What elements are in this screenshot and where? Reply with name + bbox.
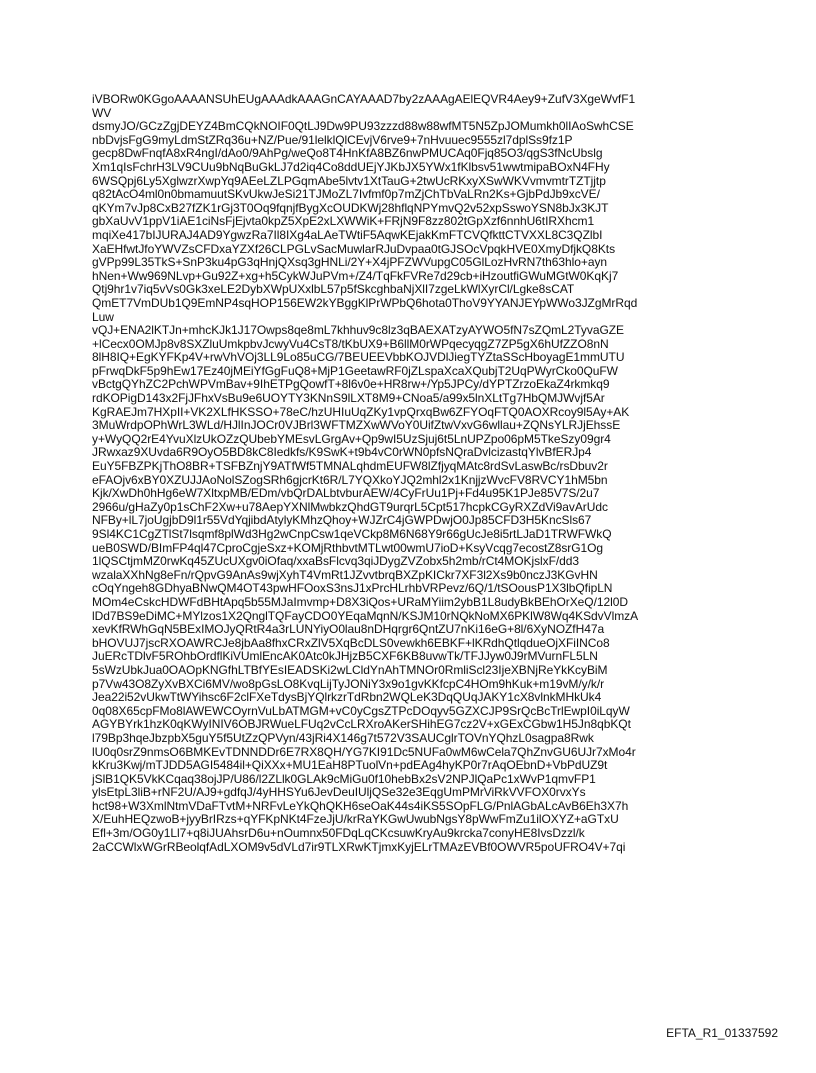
text-line: JRwxaz9XUvda6R9OyO5BD8kC8Iedkfs/K9SwK+t9b4vC0rWN0pfsNQraDvlcizastqYlvBfERJp4 <box>92 445 592 460</box>
text-line: lDd7BS9eDiMC+MYlzos1X2QnglTQFayCDO0YEqaMqnN/KSJM10rNQkNoMX6PKlW8Wq4KSdvVlmzA <box>92 608 639 623</box>
encoded-text-block <box>92 93 752 854</box>
text-line: dsmyJO/GCzZgjDEYZ4BmCQkNOIF0QtLJ9Dw9PU93zzzd88w88wfMT5N5ZpJOMumkh0lIAoSwhCSE <box>92 119 634 134</box>
text-line: iVBORw0KGgoAAAANSUhEUgAAAdkAAAGnCAYAAAD7by2zAAAgAElEQVR4Aey9+ZufV3XgeWvfF1 <box>92 92 636 106</box>
text-line: X/EuhHEQzwoB+jyyBrIRzs+qYFKpNKt4FzeJjU/krRaYKGwUwubNgsY8pWwFmZu1ilOXYZ+aGTxU <box>92 812 619 827</box>
text-line: 8lH8IQ+EgKYFKp4V+rwVhVOj3LL9Lo85uCG/7BEUEEVbbKOJVDlJiegTYZtaSScHboyagE1mmUTU <box>92 350 625 365</box>
text-line: eFAOjv6xBY0XZUJJAoNolSZogSRh6gjcrKt6R/L7YQXkoYJQ2mhl2x1KnjjzWvcFV8RVCY1hM5bn <box>92 472 608 487</box>
text-line: WV <box>92 105 112 120</box>
text-line: y+WyQQ2rE4YvuXlzUkOZzQUbebYMEsvLGrgAv+Qp9wI5UzSjuj6t5LnUPZpo06pM5TkeSzy09gr4 <box>92 431 611 446</box>
text-line: ueB0SWD/BImFP4ql47CproCgjeSxz+KOMjRthbvtMTLwt00wmU7ioD+KsyVcqg7ecostZ8srG1Og <box>92 540 604 555</box>
text-line: 2aCCWlxWGrRBeolqfAdLXOM9v5dVLd7ir9TLXRwKTjmxKyjELrTMAzEVBf0OWVR5poUFRO4V+7qi <box>92 839 626 854</box>
text-line: vQJ+ENA2lKTJn+mhcKJk1J17Owps8qe8mL7khhuv9c8lz3qBAEXATzyAYWO5fN7sZQmL2TyvaGZE <box>92 323 624 338</box>
text-line: XaEHfwtJfoYWVZsCFDxaYZXf26CLPGLvSacMuwlarRJuDvpaa0tGJSOcVpqkHVE0XmyDfjkQ8Kts <box>92 241 616 256</box>
text-line: AGYBYrk1hzK0qKWyINIV6OBJRWueLFUq2vCcLRXroAKerSHihEG7cz2V+xGExCGbw1H5Jn8qbKQt <box>92 717 631 732</box>
text-line: 3MuWrdpOPhWrL3WLd/HJlInJOCr0VJBrl3WFTMZXwWVoY0UifZtwVxvG6wllau+ZQNsYLRJjEhssE <box>92 418 621 433</box>
text-line: pFrwqDkF5p9hEw17Ez40jMEiYfGgFuQ8+MjP1GeetawRF0jZLspaXcaXQubjT2UqPWyrCko0QuFW <box>92 363 618 378</box>
text-line: l79Bp3hqeJbzpbX5guY5f5UtZzQPVyn/43jRi4X146g7t572V3SAUCglrTOVnYQhzL0sagpa8Rwk <box>92 730 594 745</box>
text-line: vBctgQYhZC2PchWPVmBav+9IhETPgQowfT+8l6v0e+HR8rw+/Yp5JPCy/dYPTZrzoEkaZ4rkmkq9 <box>92 377 610 392</box>
text-line: kKru3Kwj/mTJDD5AGI5484il+QiXXx+MU1EaH8PTuolVn+pdEAg4hyKP0r7rAqOEbnD+VbPdUZ9t <box>92 758 608 773</box>
text-line: gVPp99L35TkS+SnP3ku4pG3qHnjQXsq3gHNLi/2Y+X4jPFZWVupgC05GlLozHvRN7th63hlo+ayn <box>92 255 608 270</box>
text-line: rdKOPigD143x2FjJFhxVsBu9e6UOYTY3KNnS9lLXT8M9+CNoa5/a99x5lnXLtTg7HbQMJWvjf5Ar <box>92 391 605 406</box>
text-line: QmET7VmDUb1Q9EmNP4sqHOP156EW2kYBggKlPrWPbQ6hota0ThoV9YYANJEYpWWo3JZgMrRqd <box>92 295 638 310</box>
text-line: +lCecx0OMJp8v8SXZluUmkpbvJcwyVu4CsT8/tKbUX9+B6llM0rWPqecyqgZ7ZP5gX6hUfZZO8nN <box>92 336 609 351</box>
text-line: 6WSQpj6Ly5XglwzrXwpYq9AEeLZLPGqmAbe5lvtv1XtTauG+2twUcRKxyXSwWKVvmvmtrTZTjjtp <box>92 173 606 188</box>
text-line: 9Sl4KC1CgZTlSt7lsqmf8plWd3Hg2wCnpCsw1qeVCkp8M6N68Y9r66gUcJe8i5rtLJaD1TRWFWkQ <box>92 527 612 541</box>
bates-stamp: EFTA_R1_01337592 <box>666 1026 778 1040</box>
text-line: cOqYngeh8GDhyaBNwQM4OT43pwHFOoxS3nsJ1xPrcHLrhbVRPevz/6Q/1/tSOousP1X3lbQfipLN <box>92 581 613 596</box>
text-line: lU0q0srZ9nmsO6BMKEvTDNNDDr6E7RX8QH/YG7KI91Dc5NUFa0wM6wCela7QhZnvGU6UJr7xMo4r <box>92 744 636 759</box>
text-line: 0q08X65cpFMo8lAWEWCOyrnVuLbATMGM+vC0yCgsZTPcDOqyv5GZXCJP9SrQcBcTrlEwpI0iLqyW <box>92 703 630 718</box>
text-line: qKYm7vJp8CxB27fZK1rGj3T0Oq9fqnjfBygXcOUDKWj28hflqNPYmvQ2v52xpSswoYSN8bJx3KJT <box>92 200 609 215</box>
text-line: gecp8DwFnqfA8xR4ngI/dAo0/9AhPg/weQo8T4HnKfA8BZ6nwPMUCAq0Fjq85O3/qgS3fNcUbslg <box>92 146 603 161</box>
text-line: EuY5FBZPKjThO8BR+TSFBZnjY9ATfWf5TMNALqhdmEUFW8lZfjyqMAtc8rdSvLaswBc/rsDbuv2r <box>92 459 608 474</box>
text-line: NFBy+lL7joUgjbD9l1r55VdYqjibdAtylyKMhzQhoy+WJZrC4jGWPDwjO0Jp85CFD3H5KncSls67 <box>92 513 592 528</box>
text-line: p7Vw43O8ZyXvBXCi6MV/wo8pGsLO8KvqLijTyJONiY3x9o1gvKKfcpC4HOm9hKuk+m19vM/y/k/r <box>92 676 605 691</box>
text-line: 1lQSCtjmMZ0rwKq45ZUcUXgv0iOfaq/xxaBsFlcvq3qiJDygZVZobx5h2mb/rCt4MOKjslxF/dd3 <box>92 554 580 569</box>
text-line: q82tAcO4ml0n0bmamuutSKvUkwJeSi21TJMoZL7Ivfmf0p7mZjChTbVaLRn2Ks+GjbPdJb9xcVE/ <box>92 187 600 202</box>
text-line: ylsEtpL3liB+rNF2U/AJ9+gdfqJ/4yHHSYu6JevDeuIUljQSe32e3EqgUmPMrViRkVVFOX0rvxYs <box>92 785 586 800</box>
text-line: hct98+W3XmlNtmVDaFTvtM+NRFvLeYkQhQKH6seOaK44s4iKS5SOpFLG/PnlAGbALcAvB6Eh3X7h <box>92 798 629 813</box>
text-line: 5sWzUbkJua0OAOpKNGfhLTBfYEsIEADSKi2wLCldYnAhTMNOr0RmliScl23IjeXBNjReYkKcyBiM <box>92 662 608 677</box>
text-line: hNen+Ww969NLvp+Gu92Z+xg+h5CykWJuPVm+/Z4/TqFkFVRe7d29cb+iHzoutfiGWuMGtW0KqKj7 <box>92 268 619 283</box>
text-line: Xm1qIsFchrH3LV9CUu9bNqBuGkLJ7d2iq4Co8ddUEjYJKbJX5YWx1fKlbsv51wwtmipaBOxN4FHy <box>92 159 610 174</box>
text-line: 2966u/gHaZy0p1sChF2Xw+u78AepYXNlMwbkzQhdGT9urqrL5Cpt517hcpkCGyRXZdVi9avArUdc <box>92 499 608 514</box>
text-line: jSlB1QK5VkKCqaq38ojJP/U86/l2ZLlk0GLAk9cMiGu0f10hebBx2sV2NPJlQaPc1xWvP1qmvFP1 <box>92 771 596 786</box>
text-line: Kjk/XwDh0hHg6eW7XltxpMB/EDm/vbQrDALbtvburAEW/4CyFrUu1Pj+Fd4u95K1PJe85V7S/2u7 <box>92 486 600 501</box>
text-line: Luw <box>92 309 114 324</box>
text-line: Efl+3m/OG0y1Ll7+q8iJUAhsrD6u+nOumnx50FDqLqCKcsuwKryAu9krcka7conyHE8IvsDzzl/k <box>92 826 585 841</box>
text-line: Qtj9hr1v7iq5vVs0Gk3xeLE2DybXWpUXxlbL57p5fSkcghbaNjXlI7zgeLkWlXyrCl/Lgke8sCAT <box>92 282 575 297</box>
text-line: KgRAEJm7HXpII+VK2XLfHKSSO+78eC/hzUHIuUqZKy1vpQrxqBw6ZFYOqFTQ0AOXRcoy9l5Ay+AK <box>92 404 630 419</box>
text-line: JuERcTDlvF5ROhbOrdflKiVUmlEncAK0Atc0kJHjzB5CXF6KB8uvwTk/TFJJyw0J9rMVurnFL5LN <box>92 649 598 664</box>
text-line: nbDvjsFgG9myLdmStZRq36u+NZ/Pue/91lelklQlCEvjV6rve9+7nHvuuec9555zl7dplSs9fz1P <box>92 132 573 147</box>
text-line: wzalaXXhNg8eFn/rQpvG9AnAs9wjXyhT4VmRt1JZvvtbrqBXZpKICkr7XF3l2Xs9b0nczJ3KGvHN <box>92 567 598 582</box>
text-line: gbXaUvV1ppV1iAE1ciNsFjEjvta0kpZ5XpE2xLXWWiK+FRjN9F8zz802tGpXzf6nnhU6tIRXhcm1 <box>92 214 595 229</box>
text-line: xevKfRWhGqN5BExIMOJyQRtR4a3rLUNYiyO0lau8nDHqrgr6QntZU7nKi16eG+8l/6XyNOZfH47a <box>92 622 605 637</box>
text-line: MOm4eCskcHDWFdBHtApq5b55MJaImvmp+D8X3iQos+URaMYiim2ybB1L8udyBkBEhOrXeQ/12l0D <box>92 594 628 609</box>
text-line: bHOVUJ7jscRXOAWRCJe8jbAa8fhxCRxZlV5XqBcDLS0vewkh6EBKF+lKRdhQtlqdueOjXFiINCo8 <box>92 635 610 650</box>
text-line: Jea22i52vUkwTtWYihsc6F2clFXeTdysBjYQlrkzrTdRbn2WQLeK3DqQUqJAKY1cX8vlnkMHkUk4 <box>92 690 602 705</box>
text-line: mqiXe417bIJURAJ4AD9YgwzRa7Il8IXg4aLAeTWtiF5AqwKEjakKmFTCVQfkttCTVXXL8C3QZlbI <box>92 227 603 242</box>
